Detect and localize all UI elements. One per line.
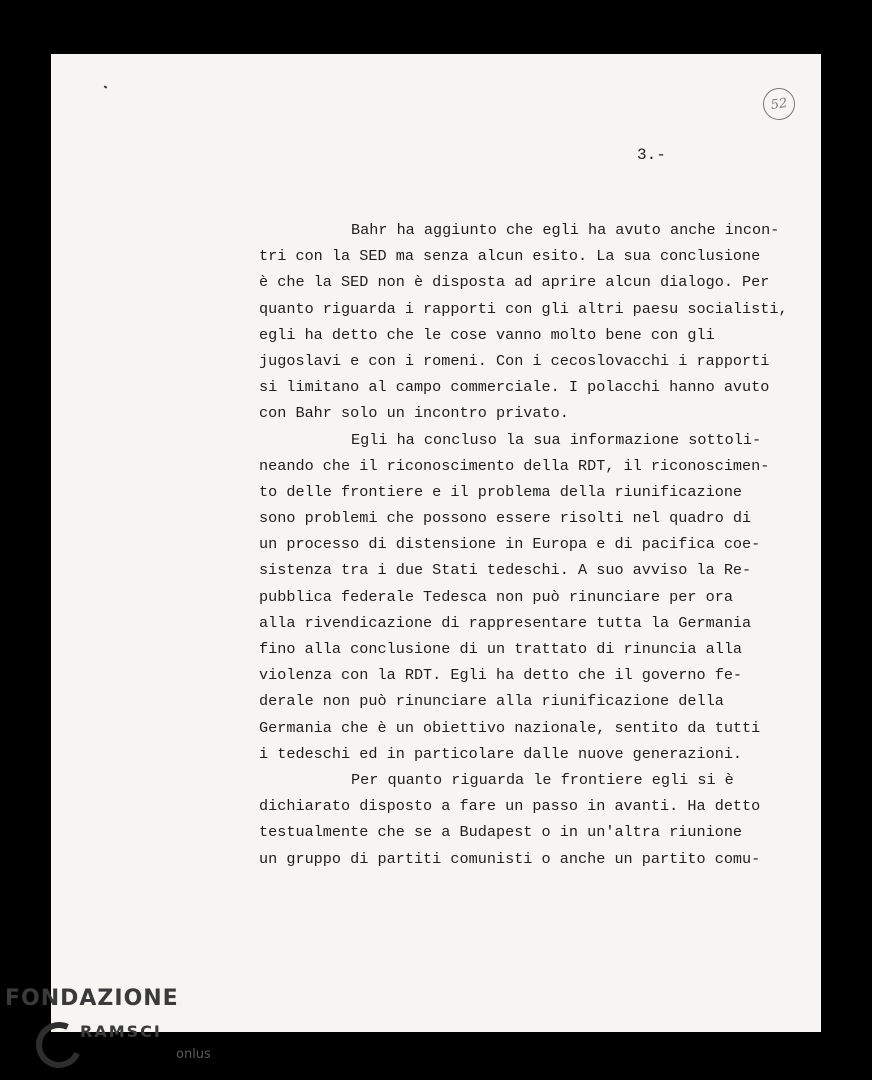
typed-body-text [259,217,788,872]
text-line: Egli ha concluso la sua informazione sottoli- [351,430,762,449]
text-line: testualmente che se a Budapest o in un'altra riunione [259,823,743,842]
text-line: pubblica federale Tedesca non può rinunciare per ora [259,587,733,606]
stamp-number: 52 [769,95,789,113]
text-line: Bahr ha aggiunto che egli ha avuto anche incon- [351,221,780,239]
text-line: si limitano al campo commerciale. I polacchi hanno avuto [259,378,770,397]
watermark-logo-text: FONDAZIONE [5,986,179,1011]
text-line: Germania che è un obiettivo nazionale, sentito da tutti [259,718,761,737]
text-line: to delle frontiere e il problema della riunificazione [259,482,743,501]
text-line: è che la SED non è disposta ad aprire alcun dialogo. Per [259,273,770,292]
watermark-onlus: onlus [176,1047,211,1062]
text-line: egli ha detto che le cose vanno molto bene con gli [259,325,715,344]
text-line: Per quanto riguarda le frontiere egli si è [351,770,734,789]
text-line: violenza con la RDT. Egli ha detto che il governo fe- [259,666,743,685]
text-line: i tedeschi ed in particolare dalle nuove generazioni. [259,744,743,763]
text-line: sistenza tra i due Stati tedeschi. A suo avviso la Re- [259,561,752,580]
text-line: sono problemi che possono essere risolti nel quadro di [259,509,752,528]
text-line: jugoslavi e con i romeni. Con i cecoslovacchi i rapporti [259,351,770,370]
text-line: quanto riguarda i rapporti con gli altri paesu socialisti, [259,299,788,318]
text-line: derale non può rinunciare alla riunificazione della [259,692,724,711]
text-line: neando che il riconoscimento della RDT, il riconoscimen- [259,456,770,475]
text-line: un gruppo di partiti comunisti o anche un partito comu- [259,849,761,868]
text-line: con Bahr solo un incontro privato. [259,404,569,423]
text-line: fino alla conclusione di un trattato di rinuncia alla [259,640,743,658]
text-line: un processo di distensione in Europa e di pacifica coe- [259,535,761,554]
page-number: 3.- [637,146,666,164]
text-line: dichiarato disposto a fare un passo in avanti. Ha detto [259,797,761,816]
text-line: alla rivendicazione di rappresentare tutta la Germania [259,613,752,632]
watermark-logo-text-2: RAMSCI [80,1022,162,1041]
text-line: tri con la SED ma senza alcun esito. La sua conclusione [259,247,761,266]
